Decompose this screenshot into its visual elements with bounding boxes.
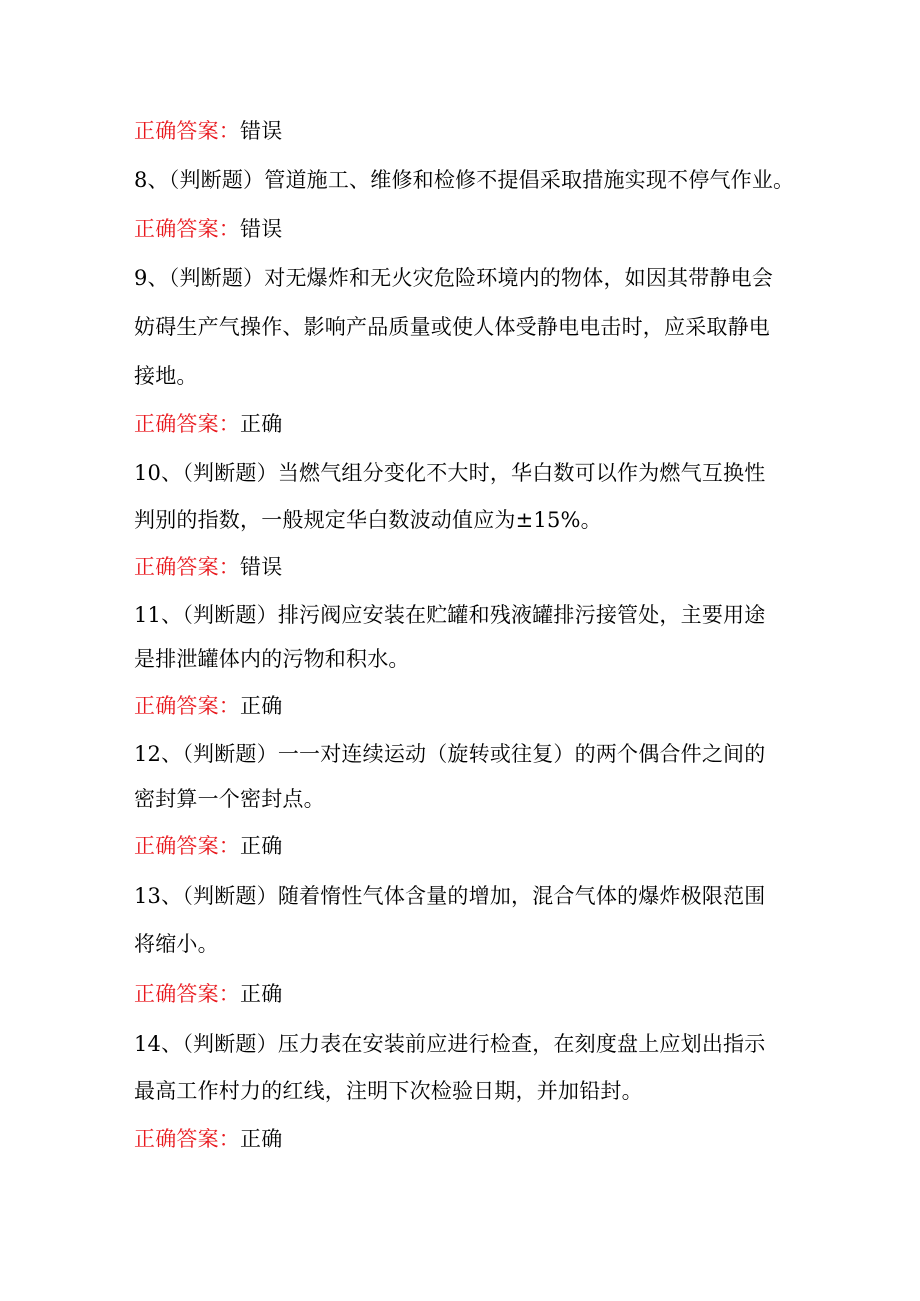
- answer-label: 正确答案：: [134, 412, 240, 436]
- answer-value: 正确: [240, 834, 283, 858]
- answer-value: 错误: [240, 555, 283, 579]
- question-text-line: 10、（判断题）当燃气组分变化不大时，华白数可以作为燃气互换性: [134, 461, 766, 485]
- answer-line: [134, 410, 282, 438]
- question-text-line: 9、（判断题）对无爆炸和无火灾危险环境内的物体，如因其带静电会: [134, 266, 774, 290]
- question-text-line: 密封算一个密封点。: [134, 787, 325, 811]
- question-text-line: 将缩小。: [134, 932, 219, 956]
- answer-value: 正确: [240, 1127, 283, 1151]
- answer-label: 正确答案：: [134, 1127, 240, 1151]
- question-text-line: 是排泄罐体内的污物和积水。: [134, 647, 410, 671]
- question-text-line: 最高工作村力的红线，注明下次检验日期，并加铅封。: [134, 1079, 643, 1103]
- answer-line: [134, 832, 282, 860]
- answer-line: [134, 553, 282, 581]
- answer-line: [134, 692, 282, 720]
- question-text-line: 13、（判断题）随着惰性气体含量的增加，混合气体的爆炸极限范围: [134, 884, 766, 908]
- answer-label: 正确答案：: [134, 834, 240, 858]
- answer-line: [134, 980, 282, 1008]
- answer-label: 正确答案：: [134, 217, 240, 241]
- answer-line: [134, 1125, 282, 1153]
- question-text-line: 11、（判断题）排污阀应安装在贮罐和残液罐排污接管处，主要用途: [134, 603, 766, 627]
- answer-label: 正确答案：: [134, 982, 240, 1006]
- answer-value: 正确: [240, 982, 283, 1006]
- answer-label: 正确答案：: [134, 555, 240, 579]
- question-text-line: 判别的指数，一般规定华白数波动值应为±15%。: [134, 508, 602, 532]
- answer-line: [134, 117, 282, 145]
- answer-line: [134, 215, 282, 243]
- answer-value: 错误: [240, 119, 283, 143]
- answer-value: 正确: [240, 412, 283, 436]
- question-text-line: 接地。: [134, 364, 198, 388]
- answer-label: 正确答案：: [134, 119, 240, 143]
- question-text-line: 妨碍生产气操作、影响产品质量或使人体受静电电击时，应采取静电: [134, 315, 770, 339]
- question-text-line: 8、（判断题）管道施工、维修和检修不提倡采取措施实现不停气作业。: [134, 168, 795, 192]
- question-text-line: 12、（判断题）一一对连续运动（旋转或往复）的两个偶合件之间的: [134, 742, 766, 766]
- answer-label: 正确答案：: [134, 694, 240, 718]
- question-text-line: 14、（判断题）压力表在安装前应进行检查，在刻度盘上应划出指示: [134, 1032, 766, 1056]
- answer-value: 错误: [240, 217, 283, 241]
- answer-value: 正确: [240, 694, 283, 718]
